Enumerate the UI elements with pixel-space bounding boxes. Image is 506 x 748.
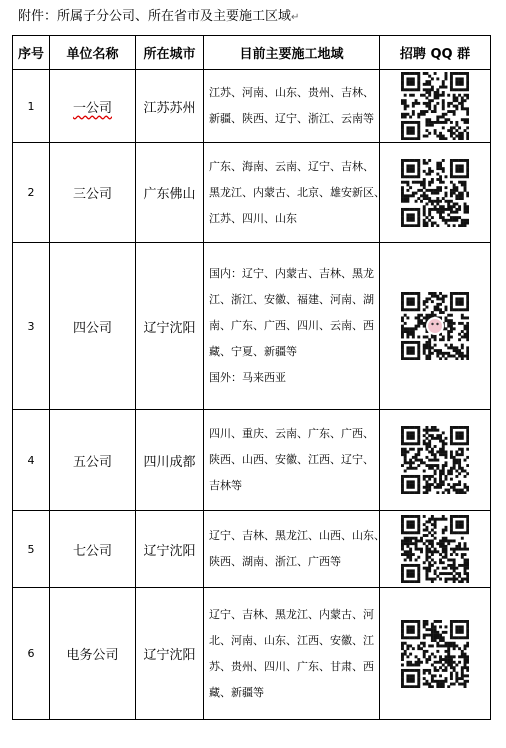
- area-line: 陕西、山西、安徽、江西、辽宁、: [209, 453, 374, 466]
- paragraph-mark: ↵: [291, 12, 300, 23]
- area-line: 黑龙江、内蒙古、北京、雄安新区、: [209, 185, 385, 199]
- area-line: 国外：马来西亚: [209, 371, 286, 384]
- area-line: 南、广东、广西、四川、云南、西: [209, 319, 374, 332]
- area-line: 江苏、河南、山东、贵州、吉林、: [209, 86, 374, 99]
- header-row: [13, 36, 491, 70]
- construction-areas: [204, 511, 385, 588]
- area-line: 陕西、湖南、浙江、广西等: [209, 555, 341, 568]
- table-row: [13, 70, 491, 143]
- construction-areas: [204, 243, 380, 410]
- area-line: 藏、新疆等: [209, 685, 264, 699]
- area-line: 新疆、陕西、辽宁、浙江、云南等: [209, 112, 374, 125]
- city: 广东佛山: [136, 143, 204, 243]
- qr-code-icon: [401, 426, 469, 494]
- header-unit: 单位名称: [50, 36, 136, 70]
- qr-code-icon: [401, 515, 469, 583]
- caption-text: 附件：所属子分公司、所在省市及主要施工区域: [18, 9, 292, 24]
- city: 辽宁沈阳: [136, 588, 204, 720]
- header-area: 目前主要施工地域: [204, 36, 380, 70]
- area-line: 吉林等: [209, 479, 242, 492]
- qq-group-qr: [380, 410, 491, 511]
- area-line: 辽宁、吉林、黑龙江、山西、山东、: [209, 529, 385, 542]
- row-number: 2: [13, 143, 50, 243]
- qr-code-icon: [401, 159, 469, 227]
- area-line: 江苏、四川、山东: [209, 211, 297, 225]
- area-line: 苏、贵州、四川、广东、甘肃、西: [209, 659, 374, 673]
- qq-group-qr: [380, 143, 491, 243]
- city: 辽宁沈阳: [136, 511, 204, 588]
- header-qq: 招聘 QQ 群: [380, 36, 491, 70]
- area-line: 江、浙江、安徽、福建、河南、湖: [209, 293, 374, 306]
- unit-name: [50, 588, 136, 720]
- unit-name: [50, 511, 136, 588]
- area-line: 辽宁、吉林、黑龙江、内蒙古、河: [209, 607, 374, 621]
- unit-name-text: 五公司: [72, 454, 112, 470]
- city: 辽宁沈阳: [136, 243, 204, 410]
- construction-areas: [204, 410, 380, 511]
- qq-group-qr: [380, 243, 491, 410]
- unit-name: [50, 410, 136, 511]
- qr-code-icon: [401, 620, 469, 688]
- unit-name-text: 四公司: [72, 320, 112, 336]
- qr-code-icon: [401, 72, 469, 140]
- table-row: [13, 588, 491, 720]
- area-line: 广东、海南、云南、辽宁、吉林、: [209, 159, 374, 173]
- area-line: 四川、重庆、云南、广东、广西、: [209, 427, 374, 440]
- attachment-caption: [18, 8, 299, 27]
- header-city: 所在城市: [136, 36, 204, 70]
- qr-code-icon: [401, 292, 469, 360]
- qq-group-qr: [380, 70, 491, 143]
- qq-group-qr: [380, 511, 491, 588]
- city: 四川成都: [136, 410, 204, 511]
- unit-name-text: 一公司: [72, 100, 112, 116]
- row-number: 1: [13, 70, 50, 143]
- unit-name: [50, 143, 136, 243]
- city: 江苏苏州: [136, 70, 204, 143]
- table-row: [13, 243, 491, 410]
- company-table: [12, 35, 491, 720]
- qq-group-qr: [380, 588, 491, 720]
- header-num: 序号: [13, 36, 50, 70]
- row-number: 4: [13, 410, 50, 511]
- table-row: [13, 410, 491, 511]
- unit-name-text: 三公司: [72, 187, 112, 202]
- row-number: 3: [13, 243, 50, 410]
- area-line: 国内：辽宁、内蒙古、吉林、黑龙: [209, 267, 374, 280]
- row-number: 6: [13, 588, 50, 720]
- unit-name: [50, 243, 136, 410]
- area-line: 藏、宁夏、新疆等: [209, 345, 297, 358]
- construction-areas: [204, 143, 385, 243]
- unit-name-text: 七公司: [72, 543, 112, 559]
- construction-areas: [204, 70, 380, 143]
- table-row: [13, 143, 491, 243]
- table-row: [13, 511, 491, 588]
- row-number: 5: [13, 511, 50, 588]
- area-line: 北、河南、山东、江西、安徽、江: [209, 633, 374, 647]
- unit-name: [50, 70, 136, 143]
- construction-areas: [204, 588, 380, 720]
- unit-name-text: 电务公司: [66, 648, 119, 663]
